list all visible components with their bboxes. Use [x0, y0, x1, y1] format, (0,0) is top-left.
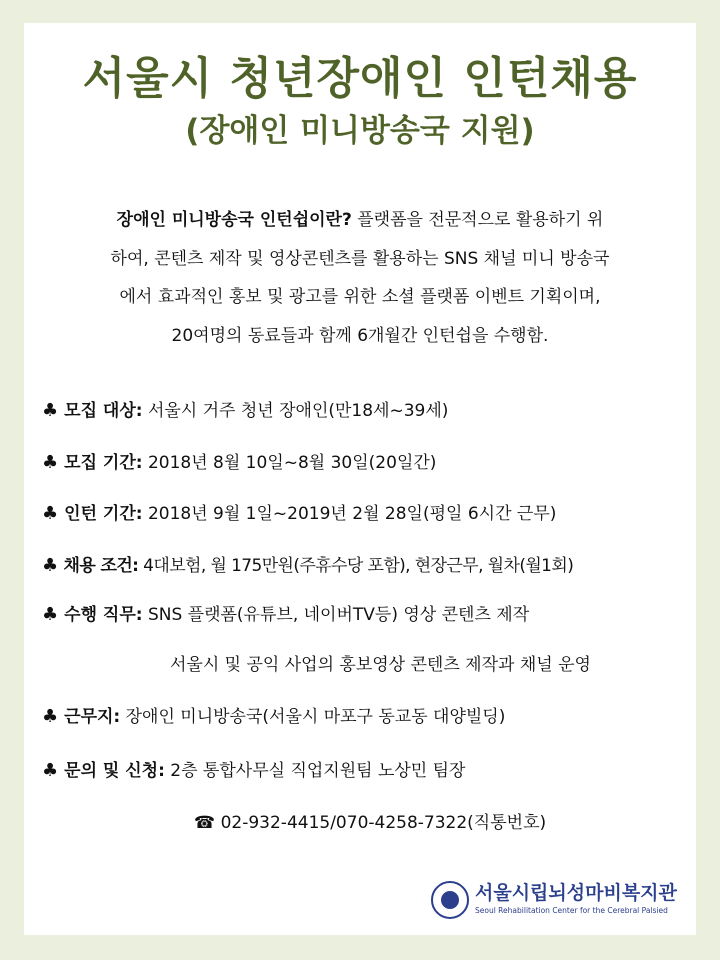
intro-line-1-rest: 플랫폼을 전문적으로 활용하기 위	[351, 210, 604, 230]
item-label: 채용 조건:	[63, 556, 139, 576]
item-recruit-target	[42, 397, 448, 425]
club-bullet-icon: ♣	[42, 400, 59, 421]
club-bullet-icon: ♣	[42, 760, 59, 781]
item-value: 서울시 거주 청년 장애인(만18세~39세)	[142, 401, 449, 421]
item-inquiry	[42, 757, 465, 785]
item-label: 수행 직무:	[64, 605, 143, 625]
logo-name-korean: 서울시립뇌성마비복지관	[475, 882, 677, 904]
club-bullet-icon: ♣	[42, 503, 59, 524]
club-bullet-icon: ♣	[42, 452, 59, 473]
phone-line	[194, 809, 546, 837]
item-value: 4대보험, 월 175만원(주휴수당 포함), 현장근무, 월차(월1회)	[138, 556, 574, 576]
item-recruit-period	[42, 449, 436, 477]
intro-line-3: 에서 효과적인 홍보 및 광고를 위한 소셜 플랫폼 이벤트 기획이며,	[119, 287, 601, 307]
item-intern-period	[42, 500, 556, 528]
item-value: 장애인 미니방송국(서울시 마포구 동교동 대양빌딩)	[120, 707, 506, 727]
intro-line-1	[54, 201, 666, 240]
page-subtitle: (장애인 미니방송국 지원)	[185, 113, 535, 149]
item-label: 모집 기간:	[64, 453, 143, 473]
page-title: 서울시 청년장애인 인턴채용	[82, 53, 638, 104]
item-duties	[42, 601, 529, 629]
item-value: 2018년 9월 1일~2019년 2월 28일(평일 6시간 근무)	[142, 504, 557, 524]
club-bullet-icon: ♣	[42, 555, 58, 576]
phone-number: 02-932-4415/070-4258-7322(직통번호)	[220, 813, 547, 833]
item-employment-conditions	[42, 552, 573, 580]
poster-card	[24, 23, 696, 935]
intro-line-4: 20여명의 동료들과 함께 6개월간 인턴쉽을 수행함.	[171, 325, 549, 346]
item-value: SNS 플랫폼(유튜브, 네이버TV등) 영상 콘텐츠 제작	[142, 605, 530, 625]
item-workplace	[42, 703, 505, 731]
phone-icon: ☎	[194, 813, 216, 833]
item-label: 문의 및 신청:	[64, 761, 165, 781]
logo-name-english: Seoul Rehabilitation Center for the Cerebral Palsied	[475, 906, 668, 915]
emblem-icon	[431, 881, 469, 919]
intro-line-2: 하여, 콘텐츠 제작 및 영상콘텐츠를 활용하는 SNS 채널 미니 방송국	[110, 248, 610, 269]
organization-logo	[431, 879, 691, 923]
club-bullet-icon: ♣	[42, 706, 59, 727]
intro-paragraph	[54, 201, 666, 355]
item-value: 2018년 8월 10일~8월 30일(20일간)	[142, 453, 437, 473]
club-bullet-icon: ♣	[42, 604, 59, 625]
duties-continuation: 서울시 및 공익 사업의 홍보영상 콘텐츠 제작과 채널 운영	[170, 655, 591, 675]
intro-bold-lead: 장애인 미니방송국 인턴쉽이란?	[116, 210, 352, 230]
item-label: 인턴 기간:	[64, 504, 143, 524]
item-value: 2층 통합사무실 직업지원팀 노상민 팀장	[164, 761, 466, 781]
item-label: 근무지:	[64, 707, 121, 727]
item-label: 모집 대상:	[64, 401, 143, 421]
